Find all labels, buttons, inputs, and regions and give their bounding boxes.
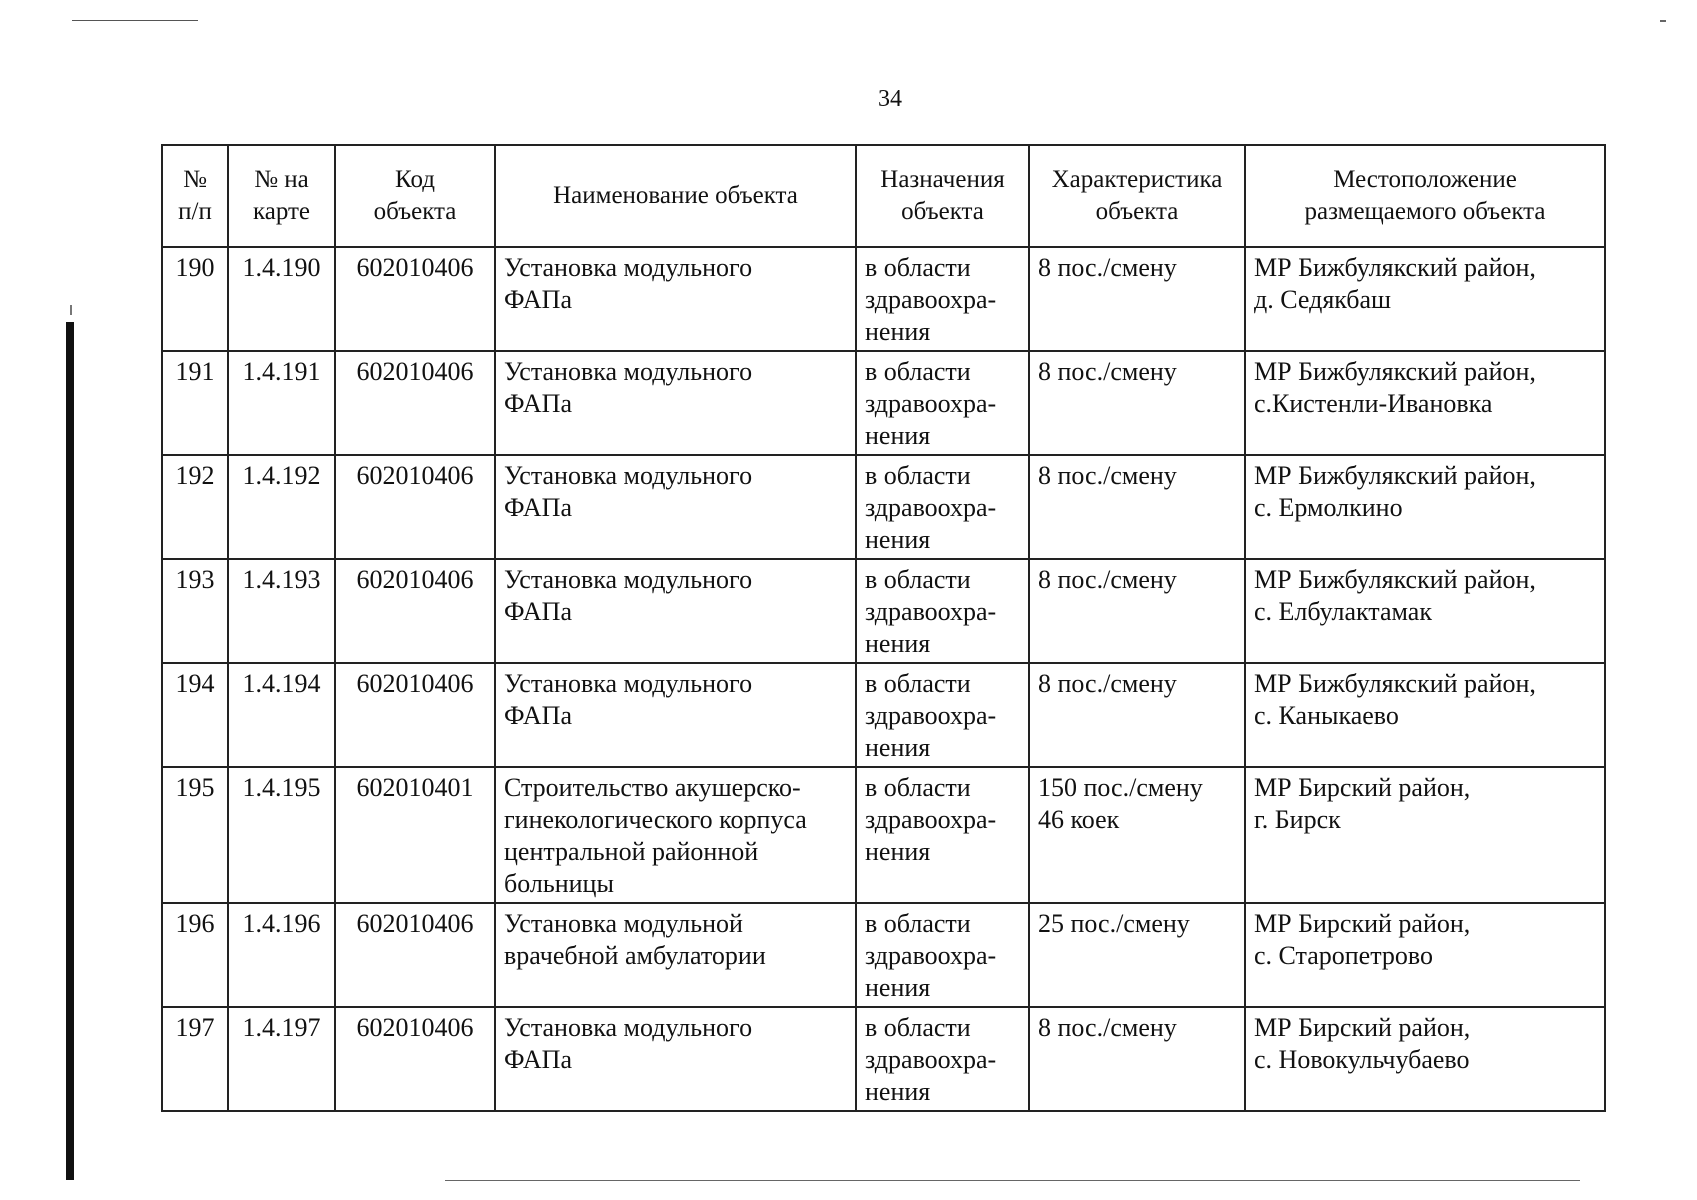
cell-text-line: объекта	[901, 198, 984, 225]
cell-object-characteristic	[1029, 351, 1245, 455]
cell-object-purpose	[856, 559, 1029, 663]
cell-text-line: МР Бижбулякский район,	[1254, 461, 1536, 490]
cell-text-line: 46 коек	[1038, 805, 1120, 834]
cell-object-characteristic	[1029, 455, 1245, 559]
cell-text-line: ФАПа	[504, 1045, 572, 1074]
cell-object-code: 602010406	[335, 663, 495, 767]
cell-text-line: ФАПа	[504, 701, 572, 730]
scan-edge-mark-right	[1660, 20, 1666, 22]
cell-text-line: здравоохра-	[865, 389, 997, 418]
cell-object-name	[495, 767, 856, 903]
cell-text-line: больницы	[504, 869, 614, 898]
cell-text-line: с. Елбулактамак	[1254, 597, 1432, 626]
cell-object-characteristic	[1029, 663, 1245, 767]
cell-map-number: 1.4.194	[228, 663, 335, 767]
cell-text-line: МР Бижбулякский район,	[1254, 669, 1536, 698]
cell-text-line: объекта	[373, 198, 457, 225]
cell-text-line: ФАПа	[504, 285, 572, 314]
cell-text-line: 8 пос./смену	[1038, 565, 1177, 594]
cell-text-line: с. Новокульчубаево	[1254, 1045, 1470, 1074]
table-row	[162, 903, 1605, 1007]
cell-text-line: Код	[395, 166, 435, 193]
cell-text-line: здравоохра-	[865, 597, 997, 626]
cell-map-number: 1.4.191	[228, 351, 335, 455]
cell-object-characteristic	[1029, 767, 1245, 903]
cell-object-code: 602010406	[335, 351, 495, 455]
cell-num: 191	[162, 351, 228, 455]
table-row	[162, 663, 1605, 767]
cell-text-line: Наименование объекта	[553, 182, 798, 209]
cell-object-purpose	[856, 351, 1029, 455]
cell-num: 196	[162, 903, 228, 1007]
cell-object-purpose	[856, 247, 1029, 351]
cell-text-line: в области	[865, 565, 971, 594]
cell-text-line: 8 пос./смену	[1038, 669, 1177, 698]
cell-text-line: 8 пос./смену	[1038, 253, 1177, 282]
cell-text-line: Характеристика	[1051, 166, 1223, 193]
cell-text-line: 8 пос./смену	[1038, 461, 1177, 490]
cell-object-location	[1245, 247, 1605, 351]
cell-num: 194	[162, 663, 228, 767]
cell-num: 195	[162, 767, 228, 903]
cell-text-line: нения	[865, 525, 931, 554]
cell-map-number: 1.4.195	[228, 767, 335, 903]
cell-map-number: 1.4.192	[228, 455, 335, 559]
cell-text-line: с. Ермолкино	[1254, 493, 1403, 522]
cell-object-code: 602010406	[335, 455, 495, 559]
cell-object-name	[495, 663, 856, 767]
cell-text-line: ФАПа	[504, 389, 572, 418]
cell-object-purpose	[856, 767, 1029, 903]
cell-object-code: 602010406	[335, 559, 495, 663]
table-row	[162, 767, 1605, 903]
cell-object-name	[495, 455, 856, 559]
header-object-characteristic	[1029, 145, 1245, 247]
cell-object-name	[495, 1007, 856, 1111]
cell-text-line: МР Бирский район,	[1254, 773, 1471, 802]
table-row	[162, 455, 1605, 559]
cell-map-number: 1.4.197	[228, 1007, 335, 1111]
header-num	[162, 145, 228, 247]
cell-text-line: МР Бирский район,	[1254, 1013, 1471, 1042]
cell-object-name	[495, 247, 856, 351]
cell-text-line: МР Бирский район,	[1254, 909, 1471, 938]
cell-num: 193	[162, 559, 228, 663]
header-object-location	[1245, 145, 1605, 247]
cell-text-line: Назначения	[880, 166, 1005, 193]
scan-edge-line-top	[72, 20, 198, 21]
cell-text-line: карте	[252, 198, 311, 225]
cell-text-line: № на	[254, 166, 309, 193]
cell-text-line: в области	[865, 1013, 971, 1042]
cell-text-line: в области	[865, 909, 971, 938]
cell-map-number: 1.4.196	[228, 903, 335, 1007]
cell-object-purpose	[856, 903, 1029, 1007]
cell-map-number: 1.4.190	[228, 247, 335, 351]
cell-text-line: нения	[865, 317, 931, 346]
header-object-code	[335, 145, 495, 247]
cell-text-line: 25 пос./смену	[1038, 909, 1190, 938]
cell-text-line: МР Бижбулякский район,	[1254, 565, 1536, 594]
page-number: 34	[878, 86, 902, 112]
header-object-purpose	[856, 145, 1029, 247]
cell-text-line: Установка модульной	[504, 909, 743, 938]
cell-text-line: ФАПа	[504, 493, 572, 522]
cell-map-number: 1.4.193	[228, 559, 335, 663]
cell-text-line: в области	[865, 773, 971, 802]
cell-object-location	[1245, 767, 1605, 903]
scan-edge-mark-left	[70, 305, 72, 315]
cell-object-location	[1245, 351, 1605, 455]
cell-text-line: здравоохра-	[865, 941, 997, 970]
cell-text-line: Установка модульного	[504, 253, 753, 282]
cell-text-line: в области	[865, 461, 971, 490]
cell-num: 197	[162, 1007, 228, 1111]
cell-text-line: Установка модульного	[504, 1013, 753, 1042]
cell-text-line: нения	[865, 837, 931, 866]
cell-text-line: 8 пос./смену	[1038, 1013, 1177, 1042]
table-row	[162, 351, 1605, 455]
cell-text-line: МР Бижбулякский район,	[1254, 253, 1536, 282]
objects-table	[161, 144, 1606, 1112]
cell-object-purpose	[856, 455, 1029, 559]
cell-object-name	[495, 903, 856, 1007]
cell-text-line: Строительство акушерско-	[504, 773, 801, 802]
cell-text-line: г. Бирск	[1254, 805, 1341, 834]
cell-text-line: Установка модульного	[504, 669, 753, 698]
cell-text-line: здравоохра-	[865, 493, 997, 522]
cell-object-purpose	[856, 1007, 1029, 1111]
table-header-row	[162, 145, 1605, 247]
cell-text-line: здравоохра-	[865, 285, 997, 314]
cell-text-line: Установка модульного	[504, 357, 753, 386]
table-row	[162, 247, 1605, 351]
cell-object-characteristic	[1029, 903, 1245, 1007]
cell-text-line: п/п	[178, 198, 212, 225]
table-row	[162, 559, 1605, 663]
cell-text-line: центральной районной	[504, 837, 759, 866]
cell-text-line: здравоохра-	[865, 1045, 997, 1074]
cell-text-line: д. Седякбаш	[1254, 285, 1392, 314]
table-row	[162, 1007, 1605, 1111]
cell-object-location	[1245, 903, 1605, 1007]
cell-object-location	[1245, 455, 1605, 559]
cell-text-line: размещаемого объекта	[1304, 198, 1546, 225]
cell-text-line: объекта	[1095, 198, 1179, 225]
cell-object-characteristic	[1029, 559, 1245, 663]
header-object-name	[495, 145, 856, 247]
cell-object-location	[1245, 559, 1605, 663]
cell-text-line: здравоохра-	[865, 805, 997, 834]
cell-text-line: Установка модульного	[504, 565, 753, 594]
cell-text-line: нения	[865, 421, 931, 450]
cell-text-line: гинекологического корпуса	[504, 805, 807, 834]
cell-object-code: 602010406	[335, 903, 495, 1007]
cell-object-code: 602010406	[335, 247, 495, 351]
cell-text-line: нения	[865, 733, 931, 762]
cell-text-line: 8 пос./смену	[1038, 357, 1177, 386]
cell-text-line: нения	[865, 1077, 931, 1106]
cell-object-characteristic	[1029, 1007, 1245, 1111]
cell-object-name	[495, 351, 856, 455]
cell-text-line: Местоположение	[1333, 166, 1517, 193]
cell-text-line: МР Бижбулякский район,	[1254, 357, 1536, 386]
cell-object-purpose	[856, 663, 1029, 767]
cell-text-line: №	[183, 166, 207, 193]
cell-text-line: нения	[865, 629, 931, 658]
cell-object-characteristic	[1029, 247, 1245, 351]
cell-text-line: 150 пос./смену	[1038, 773, 1203, 802]
cell-text-line: в области	[865, 669, 971, 698]
cell-text-line: Установка модульного	[504, 461, 753, 490]
scan-edge-line-bottom	[445, 1180, 1580, 1181]
cell-num: 192	[162, 455, 228, 559]
cell-text-line: врачебной амбулатории	[504, 941, 766, 970]
cell-text-line: с. Старопетрово	[1254, 941, 1433, 970]
cell-text-line: нения	[865, 973, 931, 1002]
cell-text-line: ФАПа	[504, 597, 572, 626]
cell-num: 190	[162, 247, 228, 351]
cell-text-line: здравоохра-	[865, 701, 997, 730]
cell-text-line: в области	[865, 253, 971, 282]
cell-object-code: 602010406	[335, 1007, 495, 1111]
cell-object-code: 602010401	[335, 767, 495, 903]
scan-edge-bar-left	[66, 322, 74, 1180]
cell-object-name	[495, 559, 856, 663]
cell-text-line: с.Кистенли-Ивановка	[1254, 389, 1493, 418]
cell-object-location	[1245, 1007, 1605, 1111]
cell-object-location	[1245, 663, 1605, 767]
cell-text-line: в области	[865, 357, 971, 386]
header-map-number	[228, 145, 335, 247]
cell-text-line: с. Каныкаево	[1254, 701, 1399, 730]
